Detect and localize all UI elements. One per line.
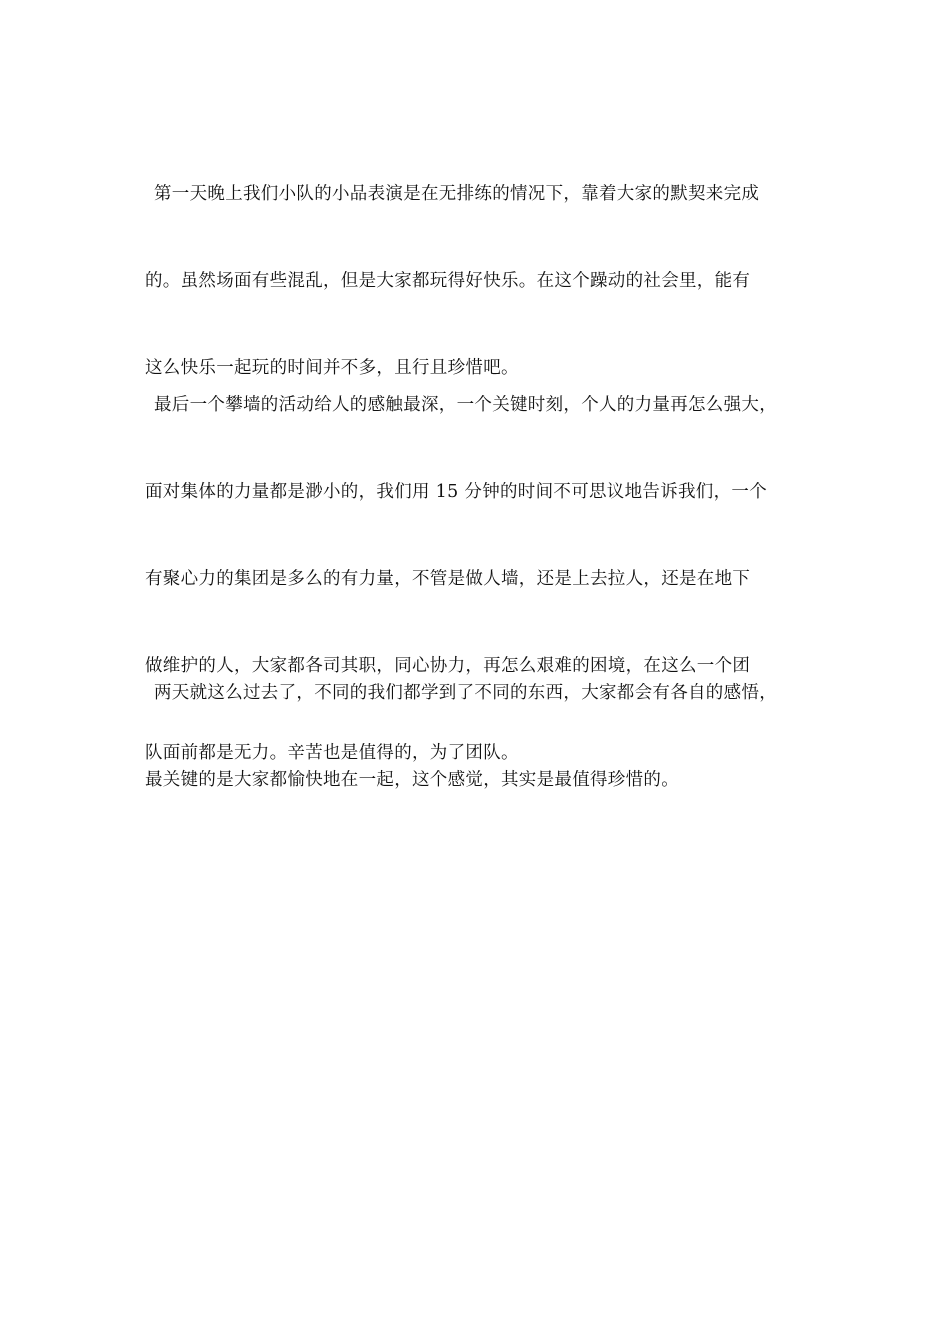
- paragraph-line: 第一天晚上我们小队的小品表演是在无排练的情况下，靠着大家的默契来完成: [154, 184, 760, 204]
- paragraph-line: 队面前都是无力。辛苦也是值得的，为了团队。: [145, 743, 519, 763]
- paragraph-line: 这么快乐一起玩的时间并不多，且行且珍惜吧。: [145, 358, 519, 378]
- paragraph-line: 最关键的是大家都愉快地在一起，这个感觉，其实是最值得珍惜的。: [145, 770, 679, 790]
- paragraph-line: 做维护的人，大家都各司其职，同心协力，再怎么艰难的困境，在这么一个团: [145, 656, 751, 676]
- paragraph-line: 两天就这么过去了，不同的我们都学到了不同的东西，大家都会有各自的感悟，: [154, 683, 777, 703]
- paragraph-line: 的。虽然场面有些混乱，但是大家都玩得好快乐。在这个躁动的社会里，能有: [145, 271, 751, 291]
- paragraph-line: 面对集体的力量都是渺小的，我们用 15 分钟的时间不可思议地告诉我们，一个: [145, 482, 767, 502]
- paragraph-line: 最后一个攀墙的活动给人的感触最深，一个关键时刻，个人的力量再怎么强大，: [154, 395, 777, 415]
- paragraph-line: 有聚心力的集团是多么的有力量，不管是做人墙，还是上去拉人，还是在地下: [145, 569, 751, 589]
- paragraph-3: [145, 621, 835, 853]
